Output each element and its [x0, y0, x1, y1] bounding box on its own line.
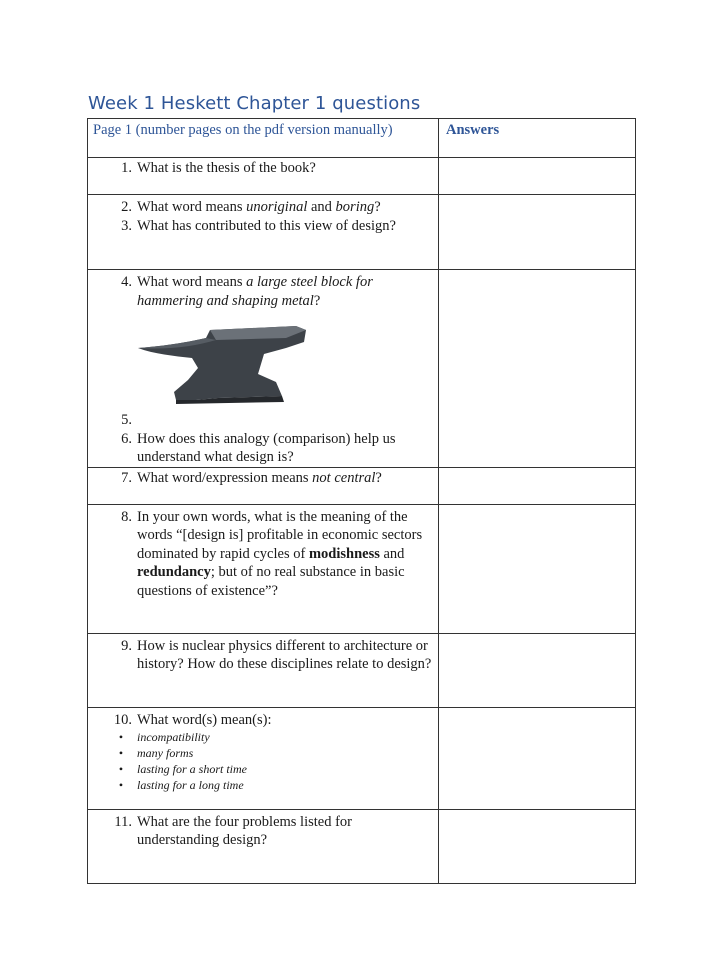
question-8: 8. In your own words, what is the meaning of the words “[design is] profitable in economic sectors dominated by rapid cycles of modishness and redundancy; but of no real substance in basic questions of existence”? — [121, 508, 423, 599]
question-6: 6. How does this analogy (comparison) help us understand what design is? — [121, 430, 396, 465]
document-title: Week 1 Heskett Chapter 1 questions — [88, 93, 421, 114]
answer-cell[interactable] — [439, 158, 636, 195]
list-item: • many forms — [118, 746, 194, 760]
question-4: 4. What word means a large steel block for hammering and shaping metal? — [121, 274, 373, 309]
question-3: 3. What has contributed to this view of design? — [121, 217, 396, 234]
question-11: 11. What are the four problems listed for understanding design? — [114, 813, 353, 848]
answers-header: Answers — [446, 122, 500, 138]
answers-header-cell — [439, 119, 636, 158]
question-10: 10. What word(s) mean(s): — [113, 711, 272, 728]
questions-header: Page 1 (number pages on the pdf version manually) — [93, 122, 393, 138]
answer-cell[interactable] — [439, 809, 636, 883]
question-1: 1. What is the thesis of the book? — [121, 160, 316, 176]
header-row — [88, 119, 636, 158]
list-item: • lasting for a long time — [118, 778, 244, 792]
questions-table — [87, 118, 636, 884]
question-7: 7. What word/expression means not central? — [121, 469, 382, 486]
table-row — [88, 158, 636, 195]
table-row — [88, 270, 636, 468]
question-5: 5. — [121, 412, 132, 428]
question-9: 9. How is nuclear physics different to architecture or history? How do these disciplines relate to design? — [121, 637, 432, 672]
anvil-image — [136, 316, 308, 406]
answer-cell[interactable] — [439, 633, 636, 707]
table-row — [88, 809, 636, 883]
table-row — [88, 707, 636, 809]
question-2: 2. What word means unoriginal and boring? — [121, 199, 381, 215]
answer-cell[interactable] — [439, 707, 636, 809]
list-item: • incompatibility — [118, 730, 210, 744]
table-row — [88, 633, 636, 707]
answer-cell[interactable] — [439, 270, 636, 468]
table-row — [88, 195, 636, 270]
questions-header-cell — [88, 119, 439, 158]
answer-cell[interactable] — [439, 195, 636, 270]
table-row — [88, 467, 636, 504]
list-item: • lasting for a short time — [118, 762, 248, 776]
table-row — [88, 504, 636, 633]
answer-cell[interactable] — [439, 467, 636, 504]
answer-cell[interactable] — [439, 504, 636, 633]
term-list — [88, 729, 438, 793]
